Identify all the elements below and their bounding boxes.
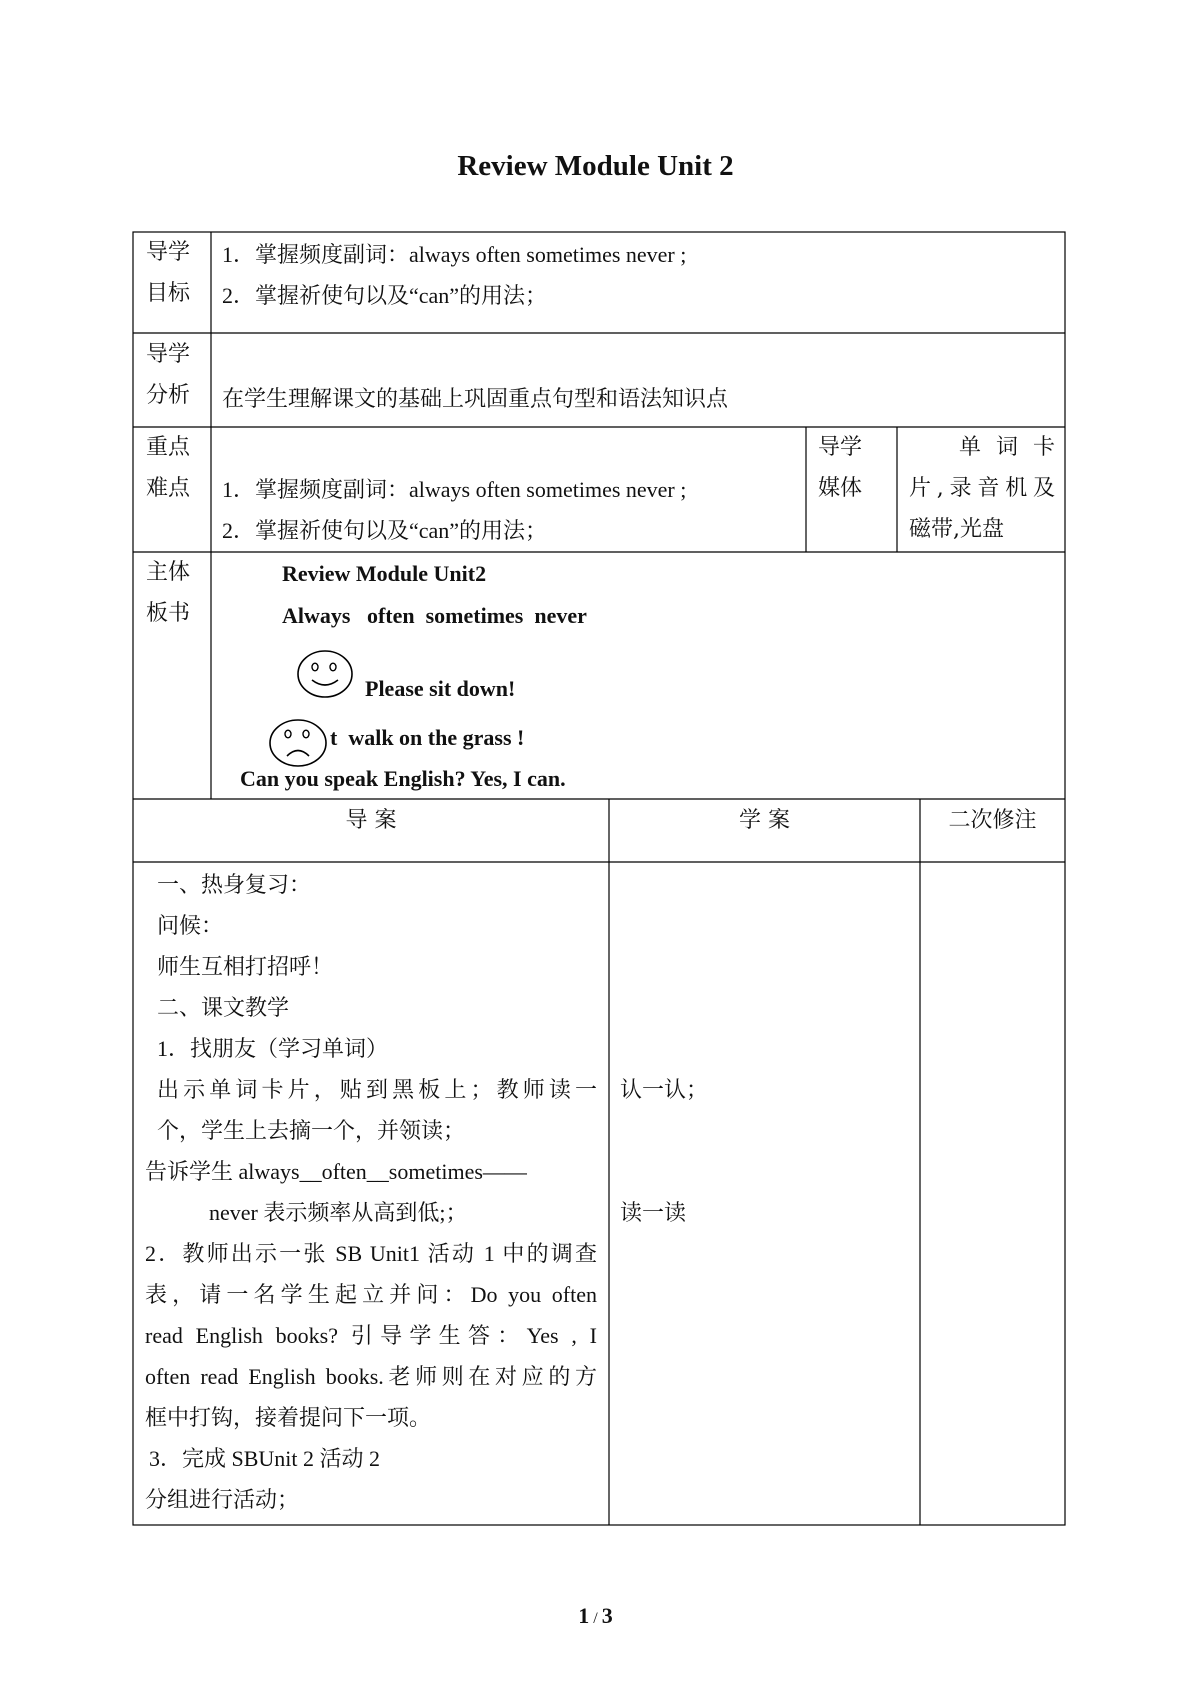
key-point-item: 2．掌握祈使句以及“can”的用法； [222, 518, 548, 543]
header-study: 学 案 [739, 808, 790, 833]
guide-line: 个，学生上去摘一个，并领读； [157, 1118, 466, 1143]
board-smile-text: Please sit down! [365, 676, 516, 701]
guide-line: 告诉学生 always__often__sometimes—— [145, 1159, 527, 1184]
board-label: 主体 板书 [146, 560, 191, 626]
analysis-text: 在学生理解课文的基础上巩固重点句型和语法知识点 [222, 387, 729, 412]
media-label: 导学 媒体 [818, 435, 863, 501]
smiley-face-icon [296, 648, 354, 702]
study-note: 读一读 [620, 1201, 687, 1226]
guide-line: 师生互相打招呼！ [157, 954, 334, 979]
guide-line: 2．教师出示一张 SB Unit1 活动 1 中的调查 [145, 1241, 597, 1266]
board-question: Can you speak English? Yes, I can. [240, 766, 566, 791]
guide-line: never 表示频率从高到低;； [209, 1200, 468, 1225]
guide-line: 一、热身复习： [157, 872, 312, 897]
board-heading: Review Module Unit2 [282, 561, 487, 586]
goals-label: 导学 目标 [146, 240, 191, 306]
guide-column [145, 864, 597, 1520]
guide-line: 3．完成 SBUnit 2 活动 2 [149, 1446, 381, 1471]
goal-item: 2．掌握祈使句以及“can”的用法； [222, 283, 548, 308]
study-note: 认一认； [620, 1078, 709, 1103]
board-frown-text: t walk on the grass ! [330, 725, 525, 750]
guide-line: 出示单词卡片，贴到黑板上；教师读一 [157, 1077, 597, 1102]
guide-line: 表，请一名学生起立并问：Do you often [145, 1282, 597, 1307]
key-point-item: 1．掌握频度副词：always often sometimes never ; [222, 477, 687, 502]
guide-line: often read English books.老师则在对应的方 [145, 1364, 597, 1389]
header-revision: 二次修注 [948, 808, 1037, 833]
document-title: Review Module Unit 2 [457, 150, 734, 182]
guide-line: 问候： [157, 913, 224, 938]
goal-item: 1．掌握频度副词：always often sometimes never ; [222, 242, 687, 267]
key-points-label: 重点 难点 [146, 435, 191, 501]
board-adverbs: Always often sometimes never [282, 603, 587, 628]
analysis-label: 导学 分析 [146, 342, 191, 408]
goals-list [222, 234, 686, 316]
key-points-list [222, 469, 686, 551]
guide-line: 1．找朋友（学习单词） [157, 1036, 389, 1061]
header-guide: 导 案 [345, 808, 397, 833]
page-number: 1 / 3 [578, 1603, 613, 1628]
media-text: 单 词 卡 片,录音机及 磁带,光盘 [909, 435, 1055, 542]
guide-line: 二、课文教学 [157, 995, 290, 1020]
guide-line: 分组进行活动； [145, 1487, 300, 1512]
guide-line: read English books? 引导学生答：Yes , I [145, 1323, 597, 1348]
guide-line: 框中打钩，接着提问下一项。 [145, 1405, 432, 1430]
